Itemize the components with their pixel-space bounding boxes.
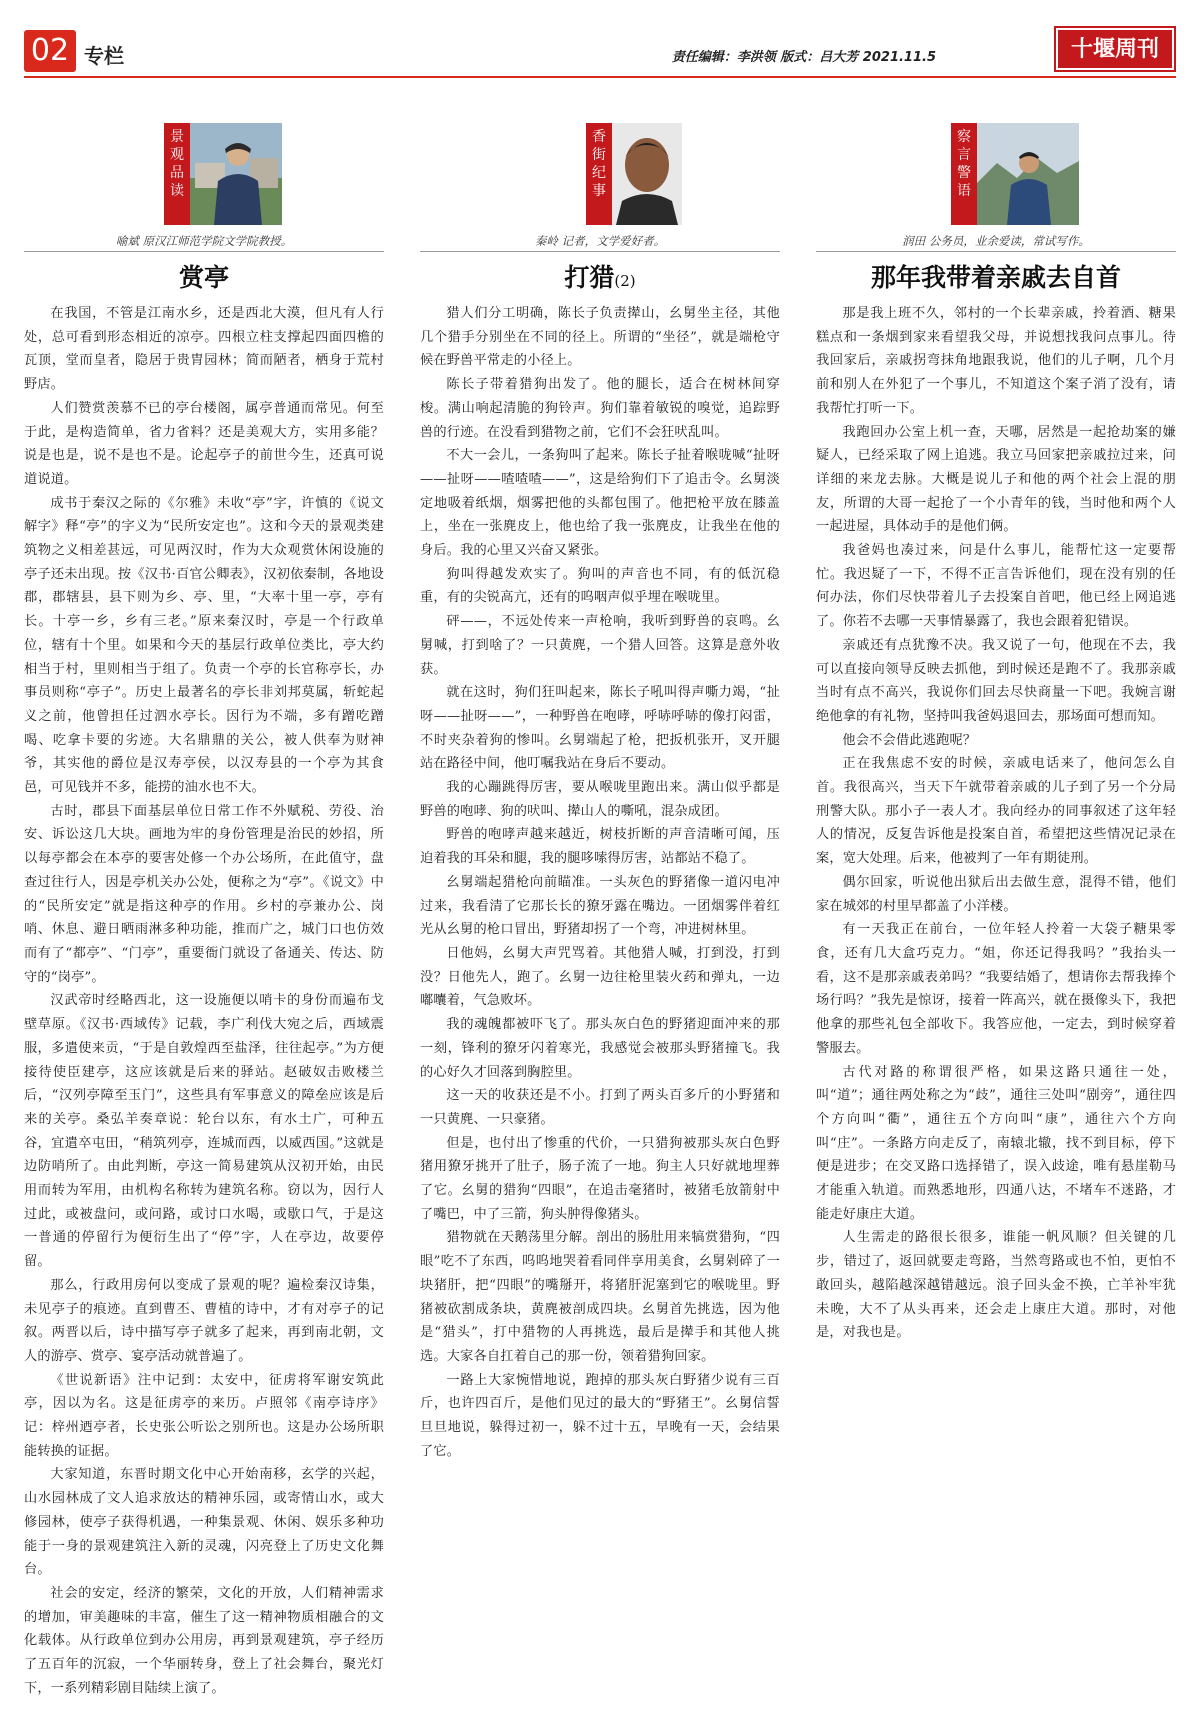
paragraph: 古时，郡县下面基层单位日常工作不外赋税、劳役、治安、诉讼这几大块。画地为牢的身份管理是治民的妙招，所以每亭都会在本亭的要害处修一个办公场所，在此值守，盘查过往行人，因是亭机关办公处，便称之为“亭”。《说文》中的“民所安定”就是指这种亭的作用。乡村的亭兼办公、岗哨、休息、避日晒雨淋多种功能，推而广之，城门口也仿效而有了“都亭”、“门亭”，重要衙门就设了备通关、传达、防守的“岗亭”。 bbox=[24, 803, 384, 985]
header-rule bbox=[24, 76, 1176, 78]
paragraph: 狗叫得越发欢实了。狗叫的声音也不同，有的低沉稳重，有的尖锐高亢，还有的呜咽声似乎埋在喉咙里。 bbox=[420, 566, 780, 606]
paragraph: 他会不会借此逃跑呢？ bbox=[842, 732, 977, 748]
paragraph: 《世说新语》注中记到：太安中，征虏将军谢安筑此亭，因以为名。这是征虏亭的来历。卢照邻《南亭诗序》记：梓州迺亭者，长史张公听讼之别所也。这是办公场所职能转换的证据。 bbox=[24, 1372, 384, 1459]
author-byline: 秦岭 记者，文学爱好者。 bbox=[534, 234, 666, 248]
paragraph: 有一天我正在前台，一位年轻人拎着一大袋子糖果零食，还有几大盒巧克力。“姐，你还记得我吗？”我抬头一看，这不是那亲戚表弟吗？“我要结婚了，想请你去帮我捧个场行吗？”我先是惊讶，接着一阵高兴，就在摄像头下，我把他拿的那些礼包全部收下。我答应他，一定去，到时候穿着警服去。 bbox=[816, 922, 1176, 1056]
page-header bbox=[24, 24, 1176, 74]
paragraph: 猎物就在天鹅荡里分解。剖出的肠肚用来犒赏猎狗，“四眼”吃不了东西，呜呜地哭着看同伴享用美食，幺舅剁碎了一块猪肝，把“四眼”的嘴掰开，将猪肝泥塞到它的喉咙里。野猪被砍割成条块，黄麂被剖成四块。幺舅首先挑选，因为他是“猎头”，打中猎物的人再挑选，最后是撵手和其他人挑选。大家各自扛着自己的那一份，领着猎狗回家。 bbox=[420, 1230, 780, 1364]
column-label: 香街纪事 bbox=[586, 123, 612, 225]
article-title: 打猎(2) bbox=[564, 263, 636, 292]
paragraph: 幺舅端起猎枪向前瞄准。一头灰色的野猪像一道闪电冲过来，我看清了它那长长的獠牙露在嘴边。一团烟雾伴着红光从幺舅的枪口冒出，野猪却拐了一个弯，冲进树林里。 bbox=[420, 874, 780, 938]
paragraph: 社会的安定，经济的繁荣，文化的开放，人们精神需求的增加，审美趣味的丰富，催生了这一精神物质相融合的文化载体。从行政单位到办公用房，再到景观建筑，亭子经历了五百年的沉寂，一个华丽转身，登上了社会舞台，聚光灯下，一系列精彩剧目陆续上演了。 bbox=[24, 1585, 384, 1696]
paragraph: 汉武帝时经略西北，这一设施便以哨卡的身份而遍布戈壁草原。《汉书·西域传》记载，李广利伐大宛之后，西域震服，多遣使来贡，“于是自敦煌西至盐泽，往往起亭。”为方便接待使臣建亭，这应该就是后来的驿站。赵破奴击败楼兰后，“汉列亭障至玉门”，这些具有军事意义的障垒应该是后来的关亭。桑弘羊奏章说：轮台以东，有水土广，可种五谷，宜遣卒屯田，“稍筑列亭，连城而西，以威西国。”这就是边防哨所了。由此判断，亭这一简易建筑从汉初开始，由民用而转为军用，由机构名称转为建筑名称。窃以为，因行人过此，或被盘问，或问路，或讨口水喝，或歇口气，于是这一普通的停留行为便衍生出了“停”字，人在亭边，故要停留。 bbox=[24, 993, 384, 1270]
article-title: 赏亭 bbox=[178, 263, 229, 292]
paragraph: 那是我上班不久，邻村的一个长辈亲戚，拎着酒、糖果糕点和一条烟到家来看望我父母，并说想找我问点事儿。待我回家后，亲戚拐弯抹角地跟我说，他们的儿子啊，几个月前和别人在外犯了一个事儿，不知道这个案子消了没有，请我帮忙打听一下。 bbox=[816, 306, 1176, 416]
page-number: 02 bbox=[24, 30, 76, 72]
paragraph: 不大一会儿，一条狗叫了起来。陈长子扯着喉咙喊“扯呀——扯呀——喳喳喳——”，这是给狗们下了追击令。幺舅淡定地吸着纸烟，烟雾把他的头都包围了。他把枪平放在膝盖上，坐在一张麂皮上，他也给了我一张麂皮，让我坐在他的身后。我的心里又兴奋又紧张。 bbox=[420, 448, 780, 559]
paragraph: 我的魂魄都被吓飞了。那头灰白色的野猪迎面冲来的那一刻，锋利的獠牙闪着寒光，我感觉会被那头野猪撞飞。我的心好久才回落到胸腔里。 bbox=[420, 1017, 780, 1080]
paragraph: 大家知道，东晋时期文化中心开始南移，玄学的兴起，山水园林成了文人追求放达的精神乐园，或寄情山水，或大修园林，使亭子获得机遇，一种集景观、休闲、娱乐多种功能于一身的景观建筑注入新的灵魂，闪亮登上了历史文化舞台。 bbox=[24, 1467, 384, 1578]
paragraph: 陈长子带着猎狗出发了。他的腿长，适合在树林间穿梭。满山响起清脆的狗铃声。狗们靠着敏锐的嗅觉，追踪野兽的行迹。在没看到猎物之前，它们不会狂吠乱叫。 bbox=[420, 377, 780, 440]
paragraph: 猎人们分工明确，陈长子负责撵山，幺舅坐主径，其他几个猎手分别坐在不同的径上。所谓的“坐径”，就是端枪守候在野兽平常走的小径上。 bbox=[420, 306, 780, 369]
paragraph: 日他妈，幺舅大声咒骂着。其他猎人喊，打到没，打到没？日他先人，跑了。幺舅一边往枪里装火药和弹丸，一边嘟囔着，气急败坏。 bbox=[420, 945, 780, 1009]
author-byline: 喻斌 原汉江师范学院文学院教授。 bbox=[115, 234, 293, 248]
paragraph: 在我国，不管是江南水乡，还是西北大漠，但凡有人行处，总可看到形态相近的凉亭。四根立柱支撑起四面四檐的瓦顶，堂而皇者，隐居于贵胄园林；简而陋者，栖身于荒村野店。 bbox=[24, 306, 384, 393]
paragraph: 就在这时，狗们狂叫起来，陈长子吼叫得声嘶力竭，“扯呀——扯呀——”，一种野兽在咆哮，呼哧呼哧的像打闷雷，不时夹杂着狗的惨叫。幺舅端起了枪，把扳机张开，叉开腿站在路径中间，他叮嘱我站在身后不要动。 bbox=[420, 685, 780, 772]
column-label: 察言警语 bbox=[951, 123, 977, 225]
paragraph: 人们赞赏羡慕不已的亭台楼阁，属亭普通而常见。何至于此，是构造简单，省力省料？还是美观大方，实用多能？说是也是，说不是也不是。论起亭子的前世今生，还真可说道说道。 bbox=[24, 400, 384, 487]
column-2 bbox=[420, 120, 780, 1463]
paragraph: 我跑回办公室上机一查，天哪，居然是一起抢劫案的嫌疑人，已经采取了网上追逃。我立马回家把亲戚拉过来，问详细的来龙去脉。大概是说儿子和他的两个社会上混的朋友，所谓的大哥一起抢了一个小青年的钱，当时他和两个人一起进屋，具体动手的是他们俩。 bbox=[816, 424, 1176, 535]
paragraph: 一路上大家惋惜地说，跑掉的那头灰白野猪少说有三百斤，也许四百斤，是他们见过的最大的“野猪王”。幺舅信誓旦旦地说，躲得过初一，躲不过十五，早晚有一天，会结果了它。 bbox=[420, 1372, 780, 1459]
article-body bbox=[420, 302, 780, 1463]
article-body bbox=[816, 302, 1176, 1345]
paragraph: 砰——，不远处传来一声枪响，我听到野兽的哀鸣。幺舅喊，打到啥了？一只黄麂，一个猎人回答。这算是意外收获。 bbox=[420, 614, 780, 677]
paragraph: 我的心蹦跳得厉害，要从喉咙里跑出来。满山似乎都是野兽的咆哮、狗的吠叫、撵山人的嘶吼，混杂成团。 bbox=[420, 780, 780, 819]
paragraph: 但是，也付出了惨重的代价，一只猎狗被那头灰白色野猪用獠牙挑开了肚子，肠子流了一地。狗主人只好就地埋葬了它。幺舅的猎狗“四眼”，在追击毫猪时，被猪毛放箭射中了嘴巴，中了三箭，狗头肿得像猪头。 bbox=[420, 1135, 780, 1222]
paragraph: 我爸妈也凑过来，问是什么事儿，能帮忙这一定要帮忙。我迟疑了一下，不得不正言告诉他们，现在没有别的任何办法，你们尽快带着儿子去投案自首吧，他已经上网追逃了。你若不去哪一天事情暴露了，我也会跟着犯错误。 bbox=[816, 543, 1176, 630]
paragraph: 正在我焦虑不安的时候，亲戚电话来了，他问怎么自首。我很高兴，当天下午就带着亲戚的儿子到了另一个分局刑警大队。那小子一表人才。我向经办的同事叙述了这年轻人的情况，反复告诉他是投案自首，希望把这些情况记录在案，宽大处理。后来，他被判了一年有期徒刑。 bbox=[816, 756, 1176, 867]
column-1 bbox=[24, 120, 384, 1700]
section-title: 专栏 bbox=[84, 44, 124, 68]
paragraph: 野兽的咆哮声越来越近，树枝折断的声音清晰可闻，压迫着我的耳朵和腿，我的腿哆嗦得厉害，站都站不稳了。 bbox=[420, 827, 780, 867]
editor-credits: 责任编辑：李洪领 版式：吕大芳 2021.11.5 bbox=[671, 50, 936, 65]
paragraph: 亲戚还有点犹豫不决。我又说了一句，他现在不去，我可以直接向领导反映去抓他，到时候还是跑不了。我那亲戚当时有点不高兴，我说你们回去尽快商量一下吧。我婉言谢绝他拿的有礼物，坚持叫我爸妈退回去，那场面可想而知。 bbox=[816, 637, 1176, 724]
paragraph: 偶尔回家，听说他出狱后出去做生意，混得不错，他们家在城郊的村里早都盖了小洋楼。 bbox=[816, 874, 1176, 914]
article-body bbox=[24, 302, 384, 1700]
masthead-logo: 十堰周刊 bbox=[1054, 26, 1176, 72]
author-photo bbox=[977, 123, 1079, 225]
author-byline: 润田 公务员，业余爱读，常试写作。 bbox=[902, 234, 1090, 248]
paragraph: 古代对路的称谓很严格，如果这路只通往一处，叫“道”；通往两处称之为“歧”，通往三处叫“剧旁”，通往四个方向叫“衢”，通往五个方向叫“康”，通往六个方向叫“庄”。一条路方向走反了，南辕北辙，找不到目标，停下便是进步；在交叉路口选择错了，误入歧途，唯有悬崖勒马才能重入轨道。而熟悉地形，四通八达，不堵车不迷路，才能走好康庄大道。 bbox=[816, 1064, 1176, 1222]
paragraph: 那么，行政用房何以变成了景观的呢？遍检秦汉诗集，未见亭子的痕迹。直到曹丕、曹植的诗中，才有对亭子的记叙。两晋以后，诗中描写亭子就多了起来，再到南北朝，文人的游亭、赏亭、宴亭活动就普遍了。 bbox=[24, 1277, 384, 1364]
author-photo bbox=[190, 123, 282, 225]
paragraph: 成书于秦汉之际的《尔雅》未收“亭”字，许慎的《说文解字》释“亭”的字义为“民所安定也”。这和今天的景观类建筑物之义相差甚远，可见两汉时，作为大众观赏休闲设施的亭子还未出现。按《汉书·百官公卿表》，汉初依秦制，各地设郡，郡辖县，县下则为乡、亭、里，“大率十里一亭，亭有长。十亭一乡，乡有三老。”原来秦汉时，亭是一个行政单位，辖有十个里。如果和今天的基层行政单位类比，亭大约相当于村，里则相当于组了。负责一个亭的长官称亭长，办事员则称“亭子”。历史上最著名的亭长非刘邦莫属，斩蛇起义之前，他曾担任过泗水亭长。因行为不端，多有蹭吃蹭喝、吃拿卡要的劣迹。大名鼎鼎的关公，被人供奉为财神爷，其实他的爵位是汉寿亭侯，以汉寿县的一个亭为其食邑，可见钱并不多，能捞的油水也不大。 bbox=[24, 495, 384, 796]
paragraph: 人生需走的路很长很多，谁能一帆风顺？但关键的几步，错过了，返回就要走弯路，当然弯路或也不怕，更怕不敢回头，越陷越深越错越远。浪子回头金不换，亡羊补牢犹未晚，大不了从头再来，还会走上康庄大道。那时，对他是，对我也是。 bbox=[816, 1230, 1176, 1341]
article-title: 那年我带着亲戚去自首 bbox=[870, 263, 1121, 292]
column-3 bbox=[816, 120, 1176, 1345]
column-label: 景观品读 bbox=[164, 123, 190, 225]
author-photo bbox=[612, 123, 682, 225]
paragraph: 这一天的收获还是不小。打到了两头百多斤的小野猪和一只黄麂、一只豪猪。 bbox=[420, 1088, 780, 1127]
